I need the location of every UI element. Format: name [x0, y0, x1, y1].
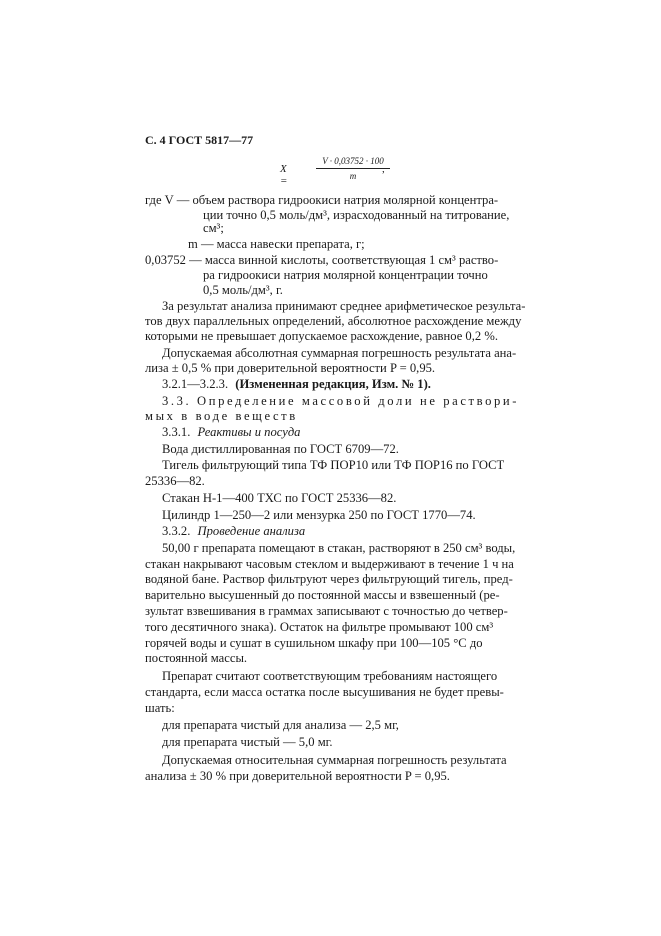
where-line-5: 0,03752 — масса винной кислоты, соответствующая 1 см³ раство- — [145, 253, 499, 267]
p4-line-2: стандарта, если масса остатка после высушивания не будет превы- — [145, 685, 504, 699]
p2-line-1: Допускаемая абсолютная суммарная погрешность результата ана- — [162, 346, 517, 360]
formula-denominator: m — [349, 171, 357, 181]
p3-line-4: варительно высушенный до постоянной массы и взвешенный (ре- — [145, 588, 500, 602]
p1-line-3: которыми не превышает допускаемое расхождение, равное 0,2 %. — [145, 329, 498, 343]
limit-pure: для препарата чистый — 5,0 мг. — [162, 735, 333, 749]
section-3-3-1-number: 3.3.1. — [162, 425, 191, 439]
amendment-text: (Измененная редакция, Изм. № 1). — [235, 377, 431, 391]
section-3-3-1 — [162, 424, 300, 440]
p5-line-2: анализа ± 30 % при доверительной вероятности P = 0,95. — [145, 769, 450, 783]
reagent-water: Вода дистиллированная по ГОСТ 6709—72. — [162, 442, 399, 456]
p3-line-5: зультат взвешивания в граммах записывают с точностью до четвер- — [145, 604, 508, 618]
where-line-7: 0,5 моль/дм³, г. — [203, 283, 283, 297]
section-3-3-line-2: мых в воде веществ — [145, 409, 298, 423]
section-3-3-2-number: 3.3.2. — [162, 524, 191, 538]
p3-line-2: стакан накрывают часовым стеклом и выдерживают в течение 1 ч на — [145, 557, 514, 571]
section-3-3-2 — [162, 523, 305, 539]
where-line-6: ра гидроокиси натрия молярной концентрации точно — [203, 268, 488, 282]
reagent-crucible-2: 25336—82. — [145, 474, 205, 488]
limit-analytical: для препарата чистый для анализа — 2,5 мг, — [162, 718, 399, 732]
amendment-number: 3.2.1—3.2.3. — [162, 377, 229, 391]
p3-line-7: горячей воды и сушат в сушильном шкафу при 100—105 °С до — [145, 636, 483, 650]
reagent-beaker: Стакан Н-1—400 ТХС по ГОСТ 25336—82. — [162, 491, 397, 505]
p3-line-6: того десятичного знака). Остаток на фильтре промывают 100 см³ — [145, 620, 494, 634]
formula-lhs: X = — [280, 163, 288, 187]
reagent-cylinder: Цилиндр 1—250—2 или мензурка 250 по ГОСТ 1770—74. — [162, 508, 476, 522]
reagent-crucible-1: Тигель фильтрующий типа ТФ ПОР10 или ТФ ПОР16 по ГОСТ — [162, 458, 505, 472]
p4-line-1: Препарат считают соответствующим требованиям настоящего — [162, 669, 498, 683]
p2-line-2: лиза ± 0,5 % при доверительной вероятности P = 0,95. — [145, 361, 436, 375]
where-line-2: ции точно 0,5 моль/дм³, израсходованный на титрование, — [203, 208, 510, 222]
section-3-3-1-title: Реактивы и посуда — [197, 425, 301, 439]
p1-line-2: тов двух параллельных определений, абсолютное расхождение между — [145, 314, 522, 328]
section-3-3-line-1: 3.3. Определение массовой доли не раствори- — [162, 394, 520, 408]
where-line-4: m — масса навески препарата, г; — [188, 237, 365, 251]
p4-line-3: шать: — [145, 701, 175, 715]
p1-line-1: За результат анализа принимают среднее арифметическое результа- — [162, 299, 526, 313]
section-3-3-2-title: Проведение анализа — [197, 524, 306, 538]
where-line-3: см³; — [203, 221, 224, 235]
formula-numerator: V · 0,03752 · 100 — [322, 156, 384, 166]
fraction-bar — [316, 168, 390, 169]
amendment-line — [162, 376, 431, 392]
formula-tail: , — [382, 163, 385, 175]
page-header: С. 4 ГОСТ 5817—77 — [145, 133, 254, 147]
p3-line-1: 50,00 г препарата помещают в стакан, растворяют в 250 см³ воды, — [162, 541, 516, 555]
formula-fraction — [298, 156, 408, 182]
p3-line-8: постоянной массы. — [145, 651, 248, 665]
p3-line-3: водяной бане. Раствор фильтруют через фильтрующий тигель, пред- — [145, 572, 513, 586]
where-line-1: где V — объем раствора гидроокиси натрия молярной концентра- — [145, 193, 499, 207]
p5-line-1: Допускаемая относительная суммарная погрешность результата — [162, 753, 507, 767]
